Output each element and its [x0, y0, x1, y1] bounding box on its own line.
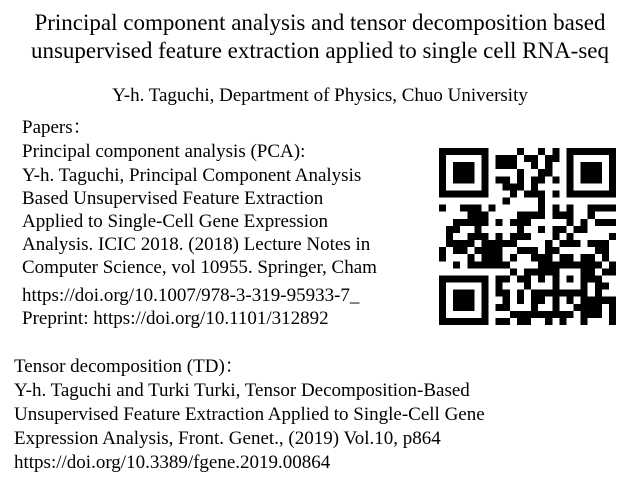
pca-doi-link[interactable]: https://doi.org/10.1007/978-3-319-95933-7_ [22, 286, 360, 305]
td-citation-line-1: Y-h. Taguchi and Turki Turki, Tensor Decomposition-Based [14, 380, 470, 401]
pca-citation-line-5: Computer Science, vol 10955. Springer, Cham [22, 258, 377, 277]
td-heading: Tensor decomposition (TD)： [14, 356, 244, 377]
qr-code-icon[interactable] [439, 148, 616, 325]
pca-preprint-link[interactable]: Preprint: https://doi.org/10.1101/312892 [22, 308, 329, 329]
td-citation-line-2: Unsupervised Feature Extraction Applied to Single-Cell Gene [14, 404, 485, 425]
pca-citation-line-2: Based Unsupervised Feature Extraction [22, 189, 324, 208]
title-line-1: Principal component analysis and tensor decomposition based [34, 10, 606, 35]
td-citation-line-3: Expression Analysis, Front. Genet., (2019) Vol.10, p864 [14, 428, 441, 449]
author-affiliation: Y-h. Taguchi, Department of Physics, Chuo University [112, 85, 528, 106]
title-line-2: unsupervised feature extraction applied to single cell RNA-seq [30, 38, 609, 63]
pca-heading: Principal component analysis (PCA): [22, 141, 306, 162]
papers-heading: Papers： [22, 117, 92, 138]
td-doi-link[interactable]: https://doi.org/10.3389/fgene.2019.00864 [14, 452, 331, 473]
pca-citation-line-1: Y-h. Taguchi, Principal Component Analysis [22, 166, 362, 185]
pca-citation-line-3: Applied to Single-Cell Gene Expression [22, 212, 329, 231]
pca-citation-line-4: Analysis. ICIC 2018. (2018) Lecture Notes in [22, 235, 371, 254]
